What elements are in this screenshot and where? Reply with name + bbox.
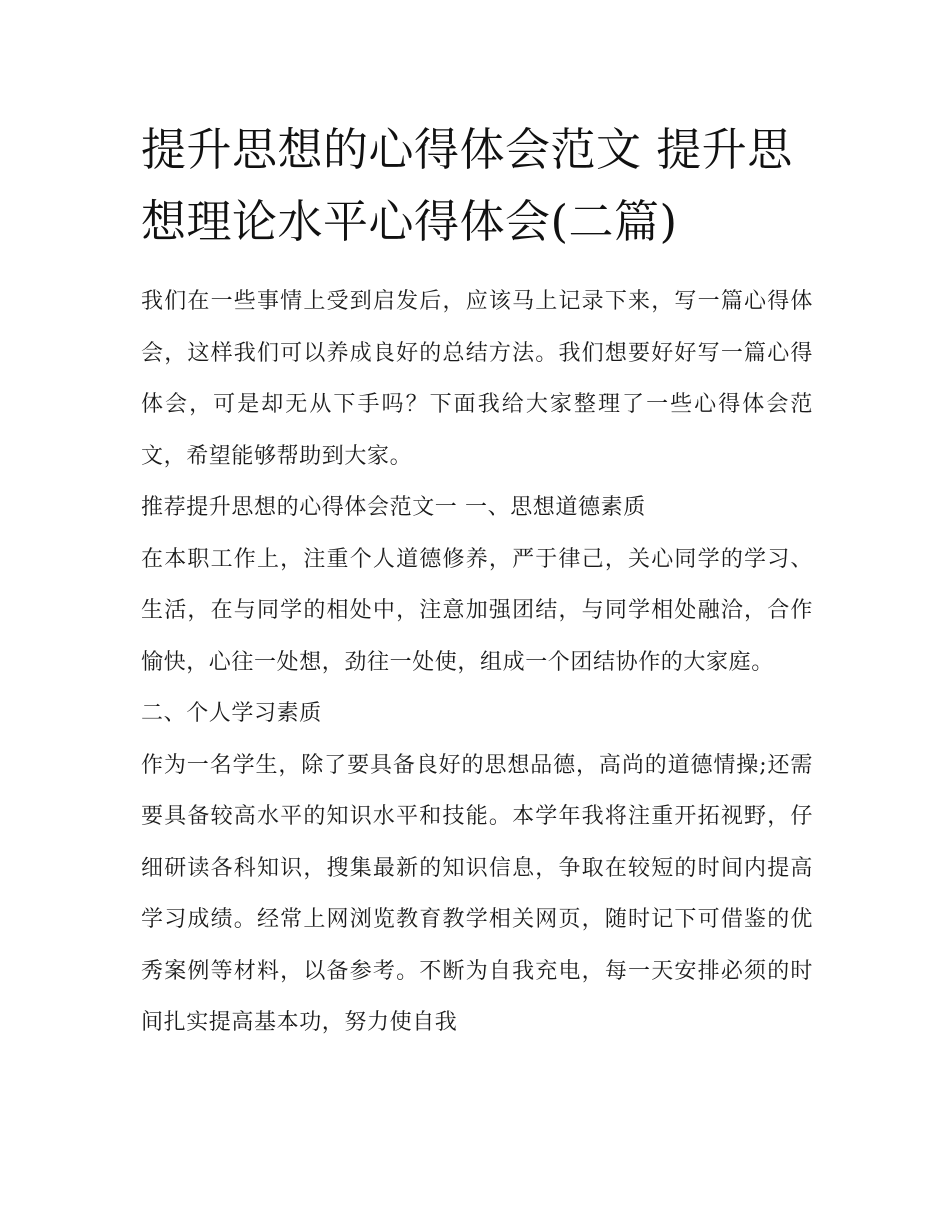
- section-heading-moral: 推荐提升思想的心得体会范文一 一、思想道德素质: [141, 495, 646, 520]
- intro-paragraph: 我们在一些事情上受到启发后，应该马上记录下来，写一篇心得体会，这样我们可以养成良好的总结方法。我们想要好好写一篇心得体会，可是却无从下手吗？下面我给大家整理了一些心得体会范文，希望能够帮助到大家。: [141, 289, 813, 469]
- study-paragraph: 作为一名学生，除了要具备良好的思想品德，高尚的道德情操;还需要具备较高水平的知识水平和技能。本学年我将注重开拓视野，仔细研读各科知识，搜集最新的知识信息，争取在较短的时间内提高学习成绩。经常上网浏览教育教学相关网页，随时记下可借鉴的优秀案例等材料，以备参考。不断为自我充电，每一天安排必须的时间扎实提高基本功，努力使自我: [141, 752, 813, 1035]
- document-title: 提升思想的心得体会范文 提升思想理论水平心得体会(二篇): [141, 123, 793, 248]
- document-body: [141, 276, 813, 1049]
- section-heading-study: 二、个人学习素质: [141, 701, 322, 726]
- moral-paragraph: 在本职工作上，注重个人道德修养，严于律己，关心同学的学习、生活，在与同学的相处中，注意加强团结，与同学相处融洽，合作愉快，心往一处想，劲往一处使，组成一个团结协作的大家庭。: [141, 546, 813, 675]
